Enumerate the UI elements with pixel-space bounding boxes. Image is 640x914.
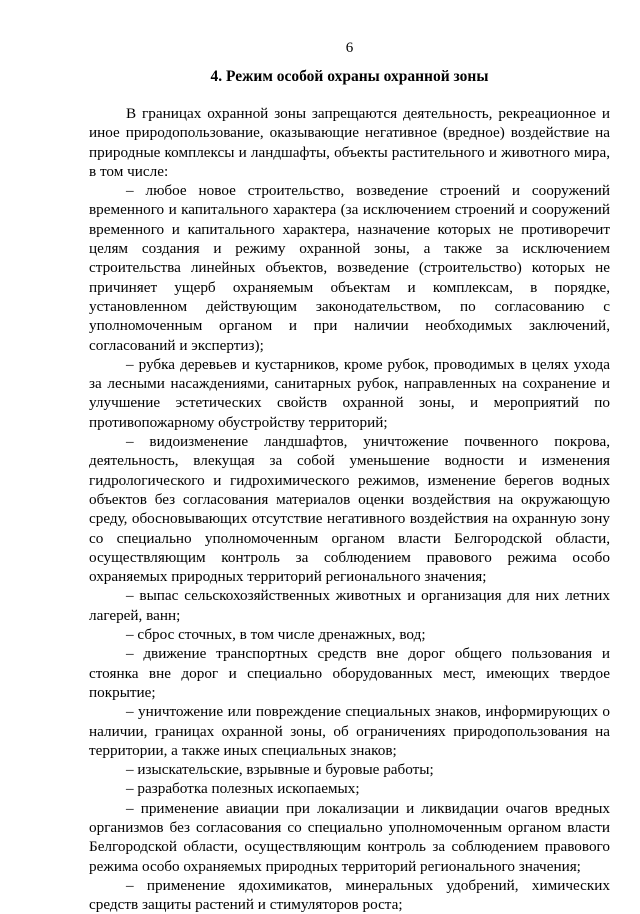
list-item: – любое новое строительство, возведение строений и сооружений временного и капитального характера (за исключением строений и сооружений временного и капитального характера, назначение которых не противоречит целям создания и режиму охранной зоны, а также за исключением строительства линейных объектов, возведение (строительство) которых не причиняет ущерб охраняемым объектам и комплексам, в порядке, установленном действующим законодательством, по согласованию с уполномоченным органом и при наличии необходимых заключений, согласований и экспертиз); (89, 182, 610, 354)
intro-paragraph: В границах охранной зоны запрещаются деятельность, рекреационное и иное природопользование, оказывающие негативное (вредное) воздействие на природные комплексы и ландшафты, объекты растительного и животного мира, в том числе: (89, 105, 610, 180)
list-item: – сброс сточных, в том числе дренажных, вод; (126, 626, 426, 644)
section-title: 4. Режим особой охраны охранной зоны (210, 68, 489, 85)
list-item: – применение авиации при локализации и ликвидации очагов вредных организмов без согласования со специально уполномоченным органом власти Белгородской области, осуществляющим контроль за соблюдением правового режима особо охраняемых природных территорий регионального значения; (89, 799, 610, 875)
list-item: – рубка деревьев и кустарников, кроме рубок, проводимых в целях ухода за лесными насаждениями, санитарных рубок, направленных на сохранение и улучшение эстетических свойств охранной зоны, и мероприятий по противопожарному обустройству территорий; (89, 355, 610, 431)
list-item: – выпас сельскохозяйственных животных и организация для них летних лагерей, ванн; (89, 587, 610, 624)
document-body (89, 104, 610, 914)
list-item: – видоизменение ландшафтов, уничтожение почвенного покрова, деятельность, влекущая за собой уменьшение водности и изменения гидрологического и гидрохимического режимов, изменение берегов водных объектов без согласования материалов оценки воздействия на окружающую среду, обосновывающих отсутствие негативного воздействия на охранную зону со специально уполномоченным органом власти Белгородской области, осуществляющим контроль за соблюдением правового режима особо охраняемых природных территорий регионального значения; (89, 433, 610, 586)
list-item: – применение ядохимикатов, минеральных удобрений, химических средств защиты растений и стимуляторов роста; (89, 876, 610, 914)
list-item: – уничтожение или повреждение специальных знаков, информирующих о наличии, границах охранной зоны, об ограничениях природопользования на территории, а также иных специальных знаков; (89, 703, 610, 759)
page-number: 6 (345, 40, 354, 56)
list-item: – разработка полезных ископаемых; (126, 780, 360, 798)
list-item: – изыскательские, взрывные и буровые работы; (126, 761, 434, 779)
list-item: – движение транспортных средств вне дорог общего пользования и стоянка вне дорог и специально оборудованных мест, имеющих твердое покрытие; (89, 645, 610, 701)
